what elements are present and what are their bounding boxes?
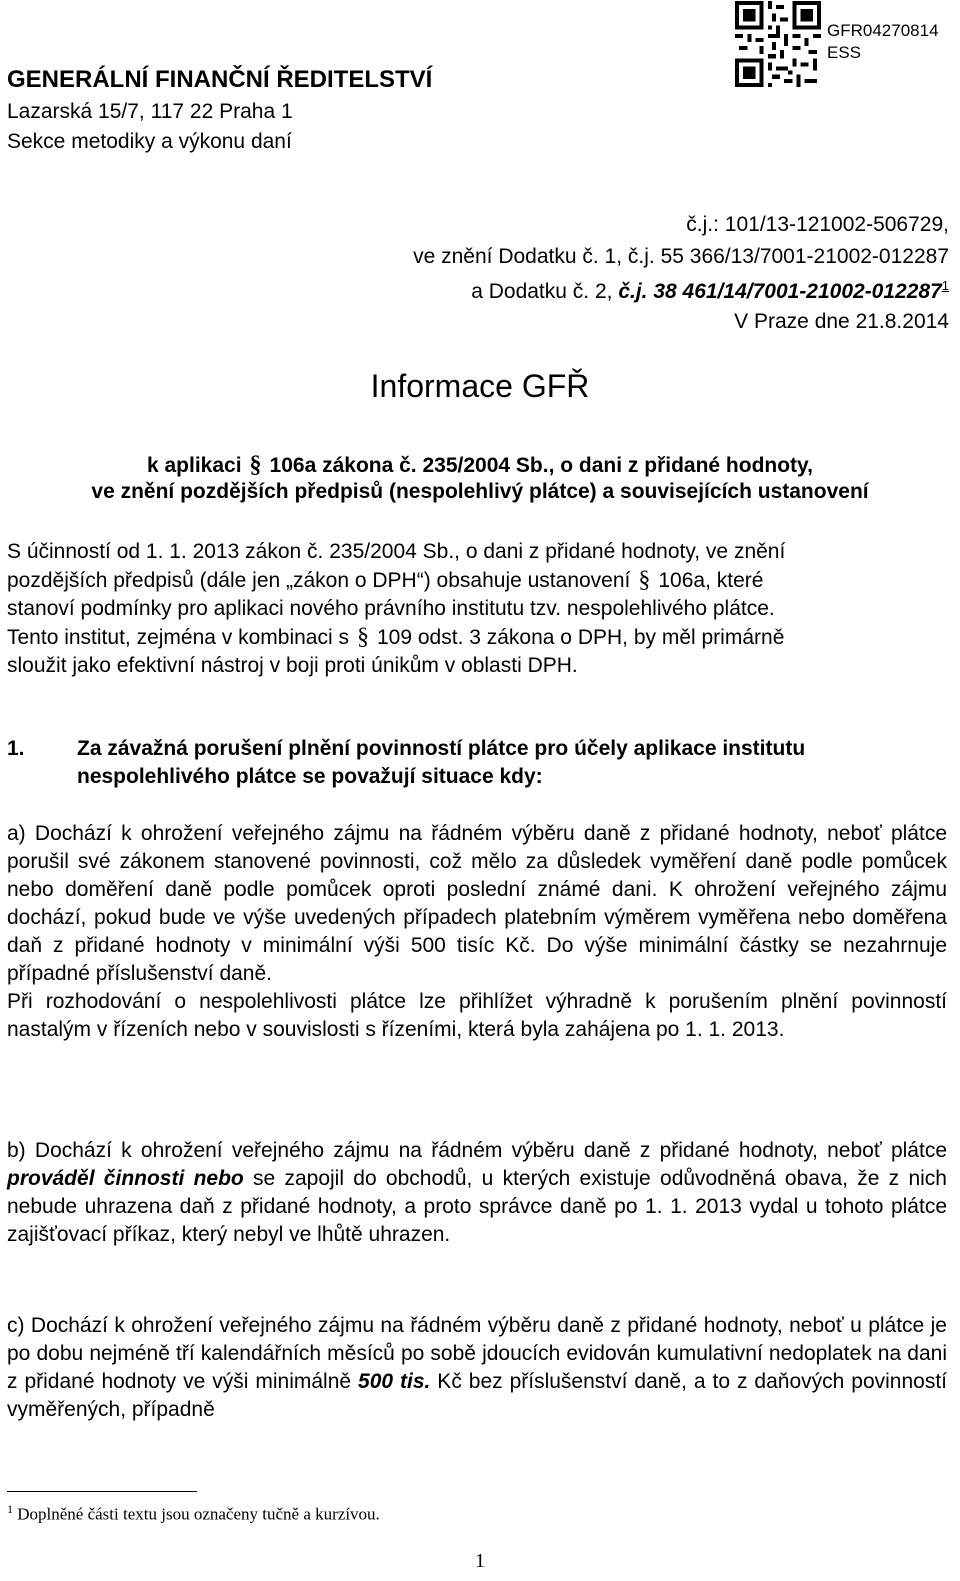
organization-name: GENERÁLNÍ FINANČNÍ ŘEDITELSTVÍ (7, 66, 433, 93)
section-number: 1. (7, 737, 25, 760)
paragraph-a (7, 820, 947, 1044)
intro-line-1: S účinností od 1. 1. 2013 zákon č. 235/2004 Sb., o dani z přidané hodnoty, ve znění (7, 540, 786, 563)
section-1-line-2: nespolehlivého plátce se považují situace kdy: (77, 765, 543, 788)
document-subtitle-line-1 (0, 452, 960, 479)
paragraph-a-text-1: a) Dochází k ohrožení veřejného zájmu na řádném výběru daně z přidané hodnoty, neboť plátce porušil své zákonem stanovené povinnosti, což mělo za důsledek vyměření daně podle pomůcek nebo doměření daně podle pomůcek oproti poslední známé dani. K ohrožení veřejného zájmu dochází, pokud bude ve výše uvedených případech platebním výměrem vyměřena nebo doměřena daň z přidané hodnoty v minimální výši 500 tisíc Kč. Do výše minimální částky se nezahrnuje případné příslušenství daně. (7, 822, 947, 985)
paragraph-c-bold: 500 tis. (358, 1370, 431, 1393)
paragraph-a-text-2: Při rozhodování o nespolehlivosti plátce lze přihlížet výhradně k porušením plnění povinností nastalým v řízeních nebo v souvislosti s řízeními, která byla zahájena po 1. 1. 2013. (7, 990, 947, 1041)
intro-paragraph (7, 538, 947, 680)
footnote-text: Doplněné části textu jsou označeny tučně a kurzívou. (13, 1504, 380, 1524)
paragraph-c-part-1: c) Dochází k ohrožení veřejného zájmu na řádném výběru daně z přidané hodnoty, neboť u plátce je po dobu nejméně tří kalendářních měsíců po sobě jdoucích evidován kumulativní nedoplatek na dani z přidané hodnoty ve výši minimálně (7, 1314, 947, 1393)
paragraph-c (7, 1312, 947, 1424)
reference-number: č.j.: 101/13-121002-506729, (686, 213, 949, 236)
document-title: Informace GFŘ (370, 368, 590, 404)
paragraph-b-part-1: b) Dochází k ohrožení veřejného zájmu na řádném výběru daně z přidané hodnoty, neboť plátce (7, 1139, 947, 1162)
intro-line-4-b: 109 odst. 3 zákona o DPH, by měl primárně (377, 626, 785, 649)
footnote (7, 1502, 380, 1525)
reference-amendment-2 (471, 278, 949, 304)
organization-section: Sekce metodiky a výkonu daní (7, 130, 292, 153)
section-sign: § (357, 624, 369, 650)
paragraph-b-part-2: se zapojil do obchodů, u kterých existuje odůvodněná obava, že z nich nebude uhrazena daň z přidané hodnoty, a proto správce daně po 1. 1. 2013 vydal u tohoto plátce zajišťovací příkaz, který nebyl ve lhůtě uhrazen. (7, 1167, 947, 1246)
section-1-line-1: Za závažná porušení plnění povinností plátce pro účely aplikace institutu (77, 737, 806, 760)
barcode-suffix: ESS (827, 43, 862, 62)
section-1-heading (7, 735, 947, 791)
document-barcode-text (827, 20, 939, 64)
paragraph-c-part-2: Kč bez příslušenství daně, a to z daňových povinností vyměřených, případně (7, 1370, 948, 1421)
intro-line-2 (7, 566, 947, 595)
page-number: 1 (475, 1550, 485, 1572)
paragraph-b-bold: prováděl činnosti nebo (7, 1167, 244, 1190)
organization-address: Lazarská 15/7, 117 22 Praha 1 (7, 100, 293, 123)
intro-line-4-a: Tento institut, zejména v kombinaci s (7, 626, 349, 649)
section-sign: § (638, 567, 651, 593)
intro-line-4 (7, 623, 947, 652)
reference-amendment-2-prefix: a Dodatku č. 2, (471, 280, 619, 303)
footnote-separator (7, 1491, 197, 1492)
qr-code (735, 0, 821, 88)
footnote-mark: 1 (7, 1502, 13, 1516)
document-date: V Praze dne 21.8.2014 (734, 310, 949, 333)
barcode-id: GFR04270814 (827, 21, 939, 40)
footnote-reference-mark[interactable]: 1 (941, 278, 949, 293)
reference-amendment-2-bold: č.j. 38 461/14/7001-21002-012287 (618, 280, 942, 303)
intro-line-2-a: pozdějších předpisů (dále jen „zákon o DPH“) obsahuje ustanovení (7, 569, 631, 592)
intro-line-5: sloužit jako efektivní nástroj v boji proti únikům v oblasti DPH. (7, 654, 578, 677)
document-subtitle-line-2: ve znění pozdějších předpisů (nespolehlivý plátce) a souvisejících ustanovení (91, 480, 869, 503)
paragraph-b (7, 1137, 947, 1249)
subtitle-text-b: 106a zákona č. 235/2004 Sb., o dani z přidané hodnoty, (269, 454, 814, 477)
section-sign: § (249, 452, 262, 478)
intro-line-3: stanoví podmínky pro aplikaci nového právního institutu tzv. nespolehlivého plátce. (7, 597, 775, 620)
subtitle-text-a: k aplikaci (146, 454, 242, 477)
intro-line-2-b: 106a, které (658, 569, 764, 592)
reference-amendment-1: ve znění Dodatku č. 1, č.j. 55 366/13/7001-21002-012287 (413, 245, 949, 268)
